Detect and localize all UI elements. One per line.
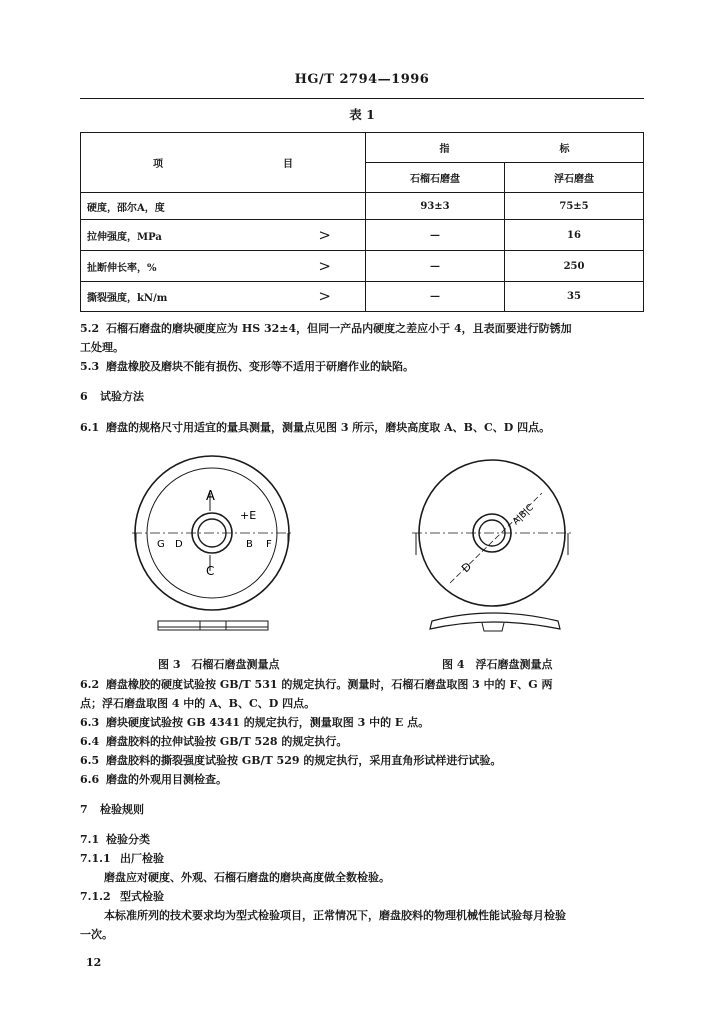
row-garnet: —	[366, 251, 505, 282]
row-garnet: —	[366, 220, 505, 251]
para-number: 6.3	[80, 716, 100, 729]
section-title: 型式检验	[120, 890, 164, 903]
figure-3-caption: 图 3 石榴石磨盘测量点	[158, 658, 280, 671]
para-text: 工处理。	[80, 341, 124, 354]
row-item-cell	[81, 251, 366, 282]
para-6-5	[80, 752, 650, 770]
standard-header: HG/T 2794—1996	[294, 72, 430, 87]
para-6-4	[80, 733, 650, 751]
fig3-label-e: +E	[240, 509, 257, 522]
gte-symbol: >	[318, 256, 331, 275]
section-title: 试验方法	[100, 390, 144, 403]
row-garnet: —	[366, 282, 505, 312]
header-item	[81, 133, 366, 193]
fig3-label-d: D	[175, 539, 183, 550]
header-item-char1: 项	[153, 159, 163, 170]
para-text: 石榴石磨盘的磨块硬度应为 HS 32±4，但同一产品内硬度之差应小于 4，且表面要进行防锈加	[106, 322, 572, 335]
section-title: 检验分类	[106, 833, 150, 846]
row-item: 撕裂强度，kN/m	[87, 293, 168, 304]
table-row	[81, 251, 644, 282]
row-item: 硬度，邵尔A，度	[81, 193, 366, 220]
para-text: 磨盘胶料的拉伸试验按 GB/T 528 的规定执行。	[106, 735, 348, 748]
para-text: 磨盘胶料的撕裂强度试验按 GB/T 529 的规定执行，采用直角形试样进行试验。	[106, 754, 502, 767]
subheader-pumice: 浮石磨盘	[505, 163, 644, 193]
row-item-cell	[81, 282, 366, 312]
section-7-1-1-heading	[80, 850, 164, 868]
figure-3-garnet-disc	[130, 455, 300, 645]
para-number: 6.4	[80, 735, 100, 748]
page-number: 12	[86, 956, 102, 969]
para-text: 磨盘的规格尺寸用适宜的量具测量，测量点见图 3 所示，磨块高度取 A、B、C、D 四点。	[106, 421, 551, 434]
row-item: 拉伸强度，MPa	[87, 231, 162, 243]
para-number: 6.2	[80, 678, 100, 691]
para-number: 6.6	[80, 773, 100, 786]
header-index-char2: 标	[559, 144, 570, 155]
para-number: 6.1	[80, 421, 100, 434]
para-7-1-2-cont: 一次。	[80, 928, 113, 941]
header-index	[366, 133, 644, 163]
fig3-label-a: A	[206, 489, 215, 504]
section-7-heading	[80, 801, 144, 819]
section-title: 出厂检验	[120, 852, 164, 865]
section-7-1-2-heading	[80, 888, 164, 906]
para-number: 6.5	[80, 754, 100, 767]
figure-4-pumice-disc	[410, 455, 580, 645]
section-number: 7.1.1	[80, 852, 111, 865]
fig3-label-c: C	[206, 564, 215, 578]
para-number: 5.2	[80, 322, 100, 335]
section-number: 6	[80, 390, 88, 403]
para-6-2-cont	[80, 695, 650, 713]
fig4-label-abc: A|B|C	[511, 502, 536, 528]
table-caption: 表 1	[349, 107, 375, 122]
table-row	[81, 220, 644, 251]
fig3-label-b: B	[246, 539, 253, 550]
para-text: 磨盘的外观用目测检查。	[106, 773, 227, 786]
section-6-heading	[80, 388, 144, 406]
para-5-3	[80, 358, 650, 376]
para-text: 磨盘橡胶及磨块不能有损伤、变形等不适用于研磨作业的缺陷。	[106, 360, 414, 373]
para-text: 磨块硬度试验按 GB 4341 的规定执行，测量取图 3 中的 E 点。	[106, 716, 430, 729]
para-7-1-2: 本标准所列的技术要求均为型式检验项目，正常情况下，磨盘胶料的物理机械性能试验每月检验	[104, 909, 566, 922]
row-pumice: 75±5	[505, 193, 644, 220]
row-garnet: 93±3	[366, 193, 505, 220]
section-7-1-heading	[80, 831, 150, 849]
figure-4-caption: 图 4 浮石磨盘测量点	[442, 658, 553, 671]
section-number: 7.1	[80, 833, 100, 846]
para-number: 5.3	[80, 360, 100, 373]
para-6-1	[80, 419, 650, 437]
header-item-char2: 目	[283, 159, 293, 170]
para-5-2	[80, 320, 650, 338]
row-item-cell	[81, 220, 366, 251]
para-6-3	[80, 714, 650, 732]
section-title: 检验规则	[100, 803, 144, 816]
section-number: 7.1.2	[80, 890, 111, 903]
para-5-2-cont	[80, 339, 650, 357]
fig3-label-f: F	[266, 539, 272, 550]
gte-symbol: >	[318, 287, 331, 305]
row-pumice: 250	[505, 251, 644, 282]
para-7-1-1: 磨盘应对硬度、外观、石榴石磨盘的磨块高度做全数检验。	[104, 871, 390, 884]
row-item: 扯断伸长率，%	[87, 262, 157, 274]
para-6-2	[80, 676, 650, 694]
para-6-6	[80, 771, 650, 789]
table-row	[81, 282, 644, 312]
para-text: 点；浮石磨盘取图 4 中的 A、B、C、D 四点。	[80, 697, 316, 710]
header-index-char1: 指	[439, 144, 450, 155]
para-text: 磨盘橡胶的硬度试验按 GB/T 531 的规定执行。测量时，石榴石磨盘取图 3 中的 F、G 两	[106, 678, 553, 691]
gte-symbol: >	[318, 225, 331, 244]
fig3-label-g: G	[157, 539, 165, 550]
table-row	[81, 193, 644, 220]
section-number: 7	[80, 803, 88, 816]
header-rule	[80, 98, 644, 99]
spec-table	[80, 132, 644, 312]
subheader-garnet: 石榴石磨盘	[366, 163, 505, 193]
row-pumice: 35	[505, 282, 644, 312]
row-pumice: 16	[505, 220, 644, 251]
fig4-label-d: D	[459, 559, 475, 576]
